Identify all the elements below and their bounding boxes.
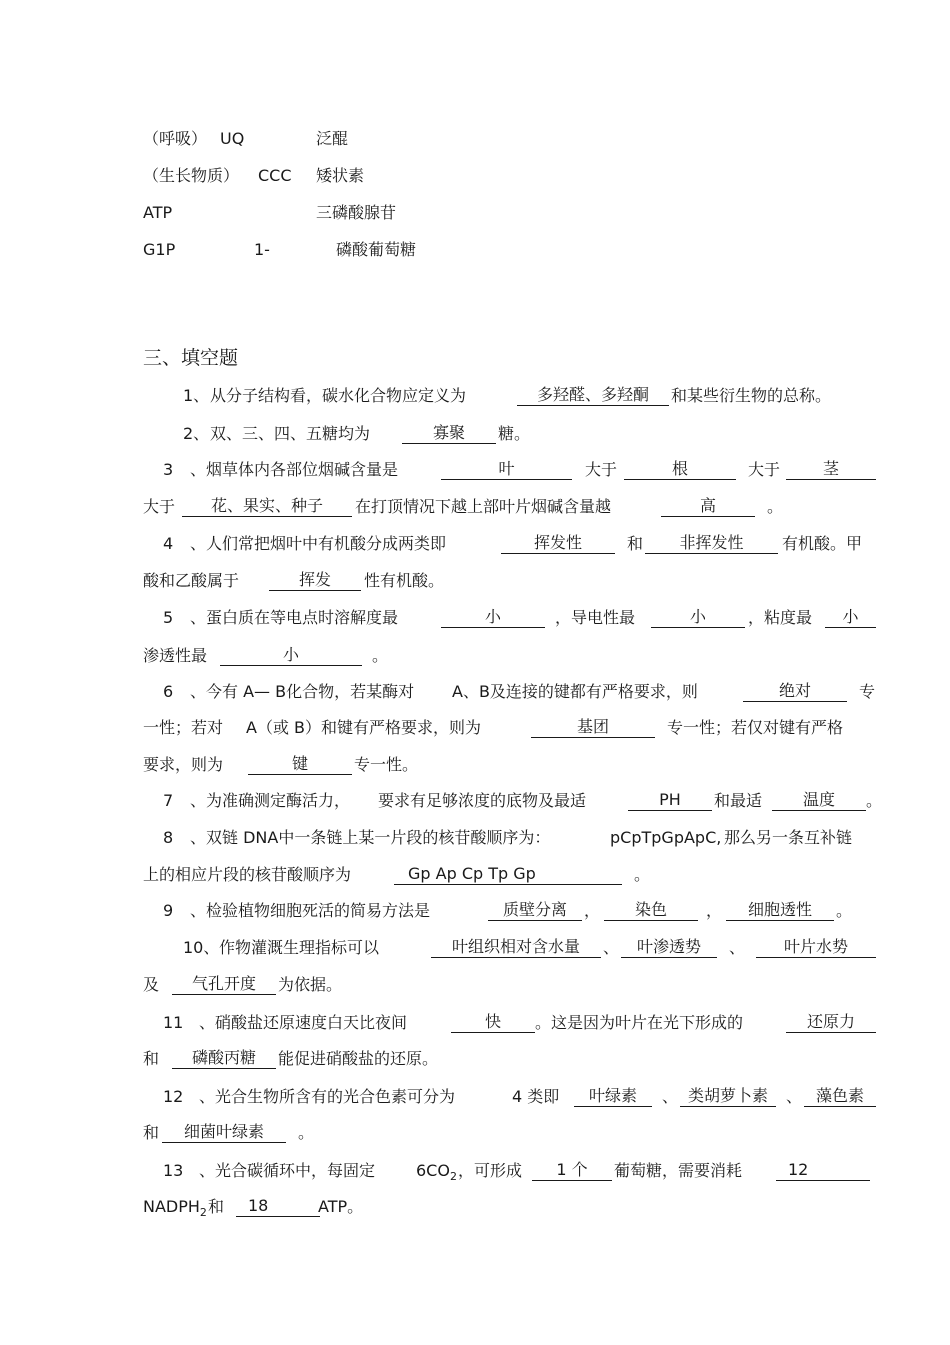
answer-blank: 基团 <box>531 717 655 738</box>
answer-blank: 小 <box>651 607 745 628</box>
abbrev-term: CCC <box>258 166 292 185</box>
answer-blank: 1 个 <box>532 1160 612 1181</box>
question-text: 大于 <box>748 460 781 479</box>
question-number: 3 <box>163 460 174 479</box>
question-text: 和 <box>143 1049 160 1068</box>
question-text: 。 <box>634 865 651 884</box>
formula-text: 6CO <box>416 1161 450 1180</box>
abbrev-prefix: （生长物质） <box>143 166 240 185</box>
answer-blank: 叶 <box>441 459 572 480</box>
answer-blank: 细胞透性 <box>726 900 834 921</box>
question-text: 葡萄糖，需要消耗 <box>614 1161 743 1180</box>
question-text: 那么另一条互补链 <box>724 828 853 847</box>
question-text: ， <box>584 901 601 920</box>
question-number: 12 <box>163 1087 184 1106</box>
question-text: 酸和乙酸属于 <box>143 571 240 590</box>
question-number: 6 <box>163 682 174 701</box>
question-text: 、 <box>729 938 746 957</box>
answer-blank: 气孔开度 <box>172 974 276 995</box>
question-number: 13 <box>163 1161 184 1180</box>
question-text: 一性；若对 <box>143 718 224 737</box>
question-text: 和某些衍生物的总称。 <box>671 386 832 405</box>
answer-blank: 键 <box>248 754 352 775</box>
question-text: 、 <box>662 1087 679 1106</box>
question-number: 8 <box>163 828 174 847</box>
question-text: ， <box>706 901 723 920</box>
question-text: 及 <box>143 975 160 994</box>
question-number: 10、 <box>183 938 220 957</box>
question-text: 大于 <box>143 497 176 516</box>
formula-subscript: 2 <box>449 1170 457 1184</box>
question-text: 糖。 <box>498 424 531 443</box>
answer-blank: 叶渗透势 <box>621 937 717 958</box>
answer-blank: 绝对 <box>743 681 847 702</box>
question-text: 、光合生物所含有的光合色素可分为 <box>199 1087 456 1106</box>
question-text: 。 <box>298 1123 315 1142</box>
question-text: 、烟草体内各部位烟碱含量是 <box>190 460 399 479</box>
question-text: 、蛋白质在等电点时溶解度最 <box>190 608 399 627</box>
question-number: 4 <box>163 534 174 553</box>
question-text: A（或 B）和键有严格要求，则为 <box>246 718 482 737</box>
answer-blank: 12 <box>776 1160 870 1181</box>
question-text: 、 <box>603 938 620 957</box>
question-text: ，可形成 <box>458 1161 523 1180</box>
question-text: 作物灌溉生理指标可以 <box>219 938 380 957</box>
question-text: 4 类即 <box>512 1087 560 1106</box>
question-text: 和最适 <box>714 791 763 810</box>
question-text: 双、三、四、五糖均为 <box>210 424 371 443</box>
question-text: 专 <box>859 682 876 701</box>
abbrev-term: UQ <box>220 129 245 148</box>
question-text: 、 <box>786 1087 803 1106</box>
answer-blank: 多羟醛、多羟酮 <box>517 385 669 406</box>
question-text: 专一性；若仅对键有严格 <box>667 718 844 737</box>
abbrev-meaning: 泛醌 <box>316 129 349 148</box>
question-text: 从分子结构看，碳水化合物应定义为 <box>210 386 467 405</box>
answer-blank: 小 <box>825 607 876 628</box>
answer-blank: 花、果实、种子 <box>182 496 352 517</box>
question-text: 为依据。 <box>278 975 343 994</box>
answer-blank: 小 <box>441 607 545 628</box>
question-text: 和 <box>627 534 644 553</box>
question-text: A、B及连接的键都有严格要求，则 <box>452 682 698 701</box>
question-number: 1、 <box>183 386 210 405</box>
answer-blank: 茎 <box>786 459 876 480</box>
answer-blank: 挥发 <box>269 570 361 591</box>
question-text: 性有机酸。 <box>364 571 445 590</box>
question-number: 5 <box>163 608 174 627</box>
abbrev-term: ATP <box>143 203 173 222</box>
question-text: 、为准确测定酶活力， <box>190 791 351 810</box>
question-text: 。 <box>866 791 883 810</box>
abbrev-prefix: （呼吸） <box>143 129 208 148</box>
sequence-text: pCpTpGpApC, <box>610 828 722 847</box>
question-text: 专一性。 <box>354 755 419 774</box>
section-title: 三、填空题 <box>143 347 239 369</box>
answer-blank: Gp Ap Cp Tp Gp <box>394 864 622 885</box>
question-text: 。 <box>767 497 784 516</box>
question-text: 渗透性最 <box>143 646 208 665</box>
answer-blank: 挥发性 <box>501 533 615 554</box>
question-text: 。 <box>372 646 389 665</box>
answer-blank: 细菌叶绿素 <box>162 1122 286 1143</box>
answer-blank: 叶绿素 <box>574 1086 652 1107</box>
question-number: 9 <box>163 901 174 920</box>
answer-blank: 染色 <box>604 900 698 921</box>
question-text: 、光合碳循环中，每固定 <box>199 1161 376 1180</box>
question-text: ，导电性最 <box>555 608 636 627</box>
formula-co2 <box>416 1160 457 1188</box>
formula-nadph <box>143 1196 207 1224</box>
question-text: 在打顶情况下越上部叶片烟碱含量越 <box>355 497 612 516</box>
question-number: 7 <box>163 791 174 810</box>
question-text: 上的相应片段的核苷酸顺序为 <box>143 865 352 884</box>
answer-blank: 还原力 <box>786 1012 876 1033</box>
answer-blank: 非挥发性 <box>645 533 778 554</box>
abbrev-term: G1P <box>143 240 176 259</box>
question-text: 。这是因为叶片在光下形成的 <box>535 1013 744 1032</box>
question-text: 、人们常把烟叶中有机酸分成两类即 <box>190 534 447 553</box>
question-text: 要求，则为 <box>143 755 224 774</box>
question-text: 要求有足够浓度的底物及最适 <box>378 791 587 810</box>
question-text: 、今有 A— B化合物，若某酶对 <box>190 682 415 701</box>
question-text: 和 <box>143 1123 160 1142</box>
answer-blank: 叶组织相对含水量 <box>431 937 601 958</box>
question-text: ，粘度最 <box>748 608 813 627</box>
answer-blank: 磷酸丙糖 <box>172 1048 276 1069</box>
answer-blank: 藻色素 <box>804 1086 876 1107</box>
answer-blank: 叶片水势 <box>756 937 876 958</box>
formula-subscript: 2 <box>199 1206 207 1220</box>
question-text: 、硝酸盐还原速度白天比夜间 <box>199 1013 408 1032</box>
question-text: 、双链 DNA中一条链上某一片段的核苷酸顺序为： <box>190 828 551 847</box>
question-text: 和 <box>208 1197 225 1216</box>
answer-blank: 18 <box>236 1196 320 1217</box>
abbrev-meaning: 磷酸葡萄糖 <box>336 240 417 259</box>
answer-blank: 快 <box>451 1012 535 1033</box>
question-number: 2、 <box>183 424 210 443</box>
question-text: 。 <box>836 901 853 920</box>
answer-blank: 类胡萝卜素 <box>680 1086 776 1107</box>
answer-blank: 温度 <box>772 790 866 811</box>
answer-blank: PH <box>628 790 712 811</box>
abbrev-meaning: 三磷酸腺苷 <box>316 203 397 222</box>
question-text: 有机酸。甲 <box>782 534 863 553</box>
answer-blank: 质壁分离 <box>488 900 582 921</box>
answer-blank: 寡聚 <box>402 423 496 444</box>
question-number: 11 <box>163 1013 184 1032</box>
question-text: ATP。 <box>318 1197 364 1216</box>
formula-text: NADPH <box>143 1197 200 1216</box>
question-text: 大于 <box>585 460 618 479</box>
answer-blank: 根 <box>624 459 736 480</box>
abbrev-num: 1- <box>254 240 270 259</box>
question-text: 能促进硝酸盐的还原。 <box>278 1049 439 1068</box>
abbrev-meaning: 矮状素 <box>316 166 365 185</box>
answer-blank: 小 <box>220 645 362 666</box>
answer-blank: 高 <box>661 496 755 517</box>
question-text: 、检验植物细胞死活的简易方法是 <box>190 901 431 920</box>
